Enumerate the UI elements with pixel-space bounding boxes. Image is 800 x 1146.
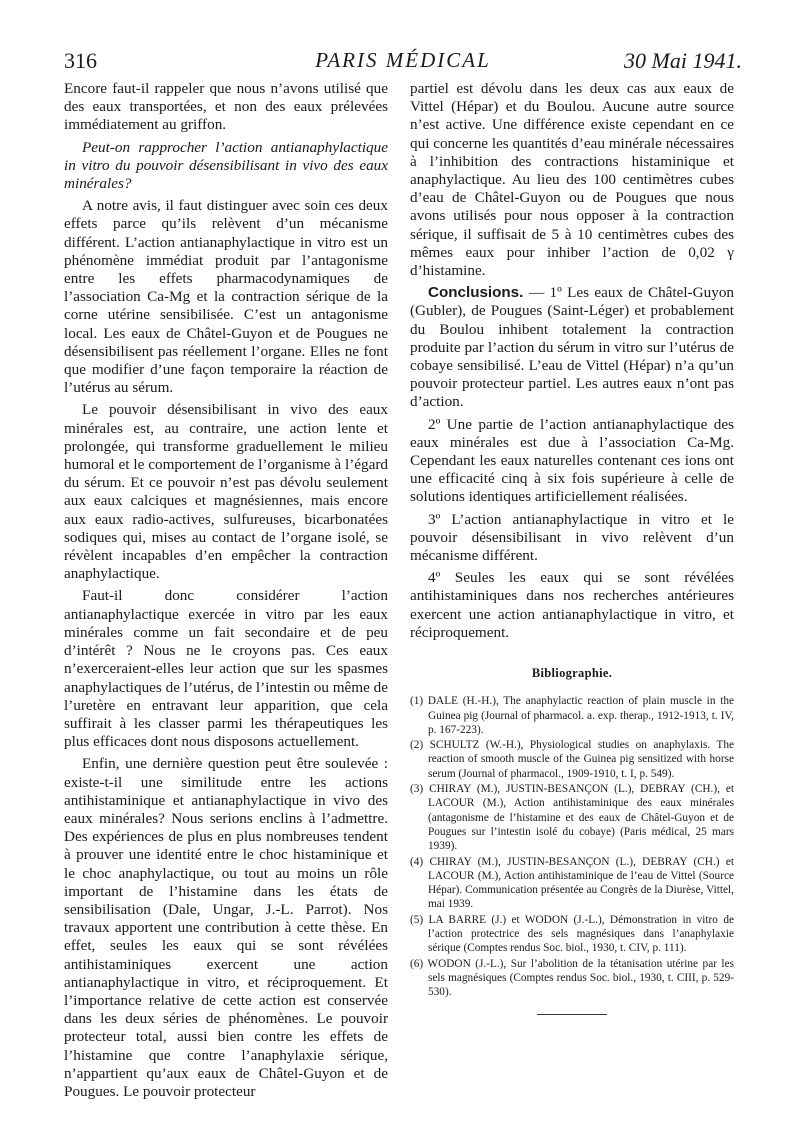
- end-rule: [537, 1014, 607, 1015]
- paragraph: Enfin, une dernière question peut être soulevée : existe-t-il une similitude entre les actions antihistaminique et antianaphylactique in vivo des eaux minérales? Nous serions enclins à l’admettre. Des expériences de plus en plus nombreuses tendent à prouver une identité entre le choc histaminique et le choc anaphylactique, ou tout au moins un rôle important de l’histamine dans les états de sensibilisation (Dale, Ungar, J.-L. Parrot). Nos travaux apportent une contribution à cette thèse. En effet, seules les eaux qui se sont révélées antihistaminiques exercent une action antianaphylactique in vitro, et réciproquement. Et l’importance relative de cette action est conservée dans les deux séries de phénomènes. Le pouvoir protecteur total, aussi bien contre les effets de l’histamine que contre l’anaphylaxie sérique, n’appartient qu’aux eaux de Châtel-Guyon et de Pougues. Le pouvoir protecteur: [64, 755, 388, 1100]
- bibliography-list: [410, 694, 734, 999]
- bibliography-item: (5) LA BARRE (J.) et WODON (J.-L.), Démonstration in vitro de l’action protectrice des sels magnésiques dans l’anaphylaxie sérique (Comptes rendus Soc. biol., 1930, t. CIV, p. 111).: [410, 913, 734, 955]
- paragraph: 2º Une partie de l’action antianaphylactique des eaux minérales est due à l’association Ca-Mg. Cependant les eaux naturelles contenant ces ions ont une efficacité cinq à six fois supérieure à celle de solutions identiques artificiellement réalisées.: [410, 415, 734, 506]
- journal-title: PARIS MÉDICAL: [315, 48, 491, 72]
- right-column: [410, 80, 734, 1015]
- bibliography-item: (2) SCHULTZ (W.-H.), Physiological studies on anaphylaxis. The reaction of smooth muscle of the Guinea pig sensitized with horse serum (Journal of pharmacol., 1909-1910, t. I, p. 549).: [410, 739, 734, 780]
- bibliography-item: (1) DALE (H.-H.), The anaphylactic reaction of plain muscle in the Guinea pig (Journal of pharmacol. a. exp. therap., 1912-1913, t. IV, p. 167-223).: [410, 695, 734, 736]
- paragraph: A notre avis, il faut distinguer avec soin ces deux effets parce qu’ils relèvent d’un mécanisme différent. L’action antianaphylactique in vitro est un phénomène immédiat produit par l’antagonisme entre les effets pharmacodynamiques de l’association Ca-Mg et la contraction sérique de la corne utérine sensibilisée. C’est un antagonisme local. Les eaux de Châtel-Guyon et de Pougues ne désensibilisent pas réellement l’organe. Elles ne font que modifier d’une façon temporaire la réaction de l’utérus au sérum.: [64, 197, 388, 397]
- page-number: 316: [64, 48, 97, 73]
- paragraph: Encore faut-il rappeler que nous n’avons utilisé que des eaux transportées, et non des eaux prélevées immédiatement au griffon.: [64, 80, 388, 134]
- conclusions-label: Conclusions.: [428, 284, 530, 302]
- paragraph: 4º Seules les eaux qui se sont révélées antihistaminiques dans nos recherches antérieures exercent une action antianaphylactique in vitro, et réciproquement.: [410, 569, 734, 641]
- paragraph: Faut-il donc considérer l’action antianaphylactique exercée in vitro par les eaux minérales comme un fait secondaire et de peu d’intérêt ? Nous ne le croyons pas. Ces eaux n’exerceraient-elles leur action que sur les spasmes anaphylactiques de l’utérus, de l’intestin ou même de l’uretère en entravant leur apparition, que cela suffirait à les classer parmi les thérapeutiques les plus efficaces dont nous disposons actuellement.: [64, 587, 388, 751]
- running-header: [64, 48, 742, 80]
- bibliography-title: Bibliographie.: [531, 666, 613, 681]
- paragraph: 3º L’action antianaphylactique in vitro et le pouvoir désensibilisant in vivo relèvent d’un mécanisme différent.: [410, 510, 734, 565]
- issue-date: 30 Mai 1941.: [624, 48, 742, 73]
- paragraph: Le pouvoir désensibilisant in vivo des eaux minérales est, au contraire, une action lente et prolongée, qui transforme graduellement le milieu humoral et le comportement de l’organisme à l’égard du sérum. Et ce pouvoir n’est pas dévolu seulement aux eaux calciques et magnésiennes, mais encore aux eaux radio-actives, sulfureuses, bicarbonatées sodiques qui, mises au contact de l’organe isolé, se révèlent incapables d’en empêcher la contraction anaphylactique.: [64, 401, 388, 583]
- conclusions-paragraph: Conclusions. — 1º Les eaux de Châtel-Guyon (Gubler), de Pougues (Saint-Léger) et probablement du Boulou inhibent totalement la contraction produite par l’action du sérum in vitro sur l’utérus de cobaye sensibilisé. L’eau de Vittel (Hépar) n’a qu’un pouvoir protecteur partiel. Les autres eaux n’ont pas d’action.: [410, 284, 735, 411]
- question-heading: Peut-on rapprocher l’action antianaphylactique in vitro du pouvoir désensibilisant in vivo des eaux minérales?: [64, 138, 388, 193]
- paragraph: partiel est dévolu dans les deux cas aux eaux de Vittel (Hépar) et du Boulou. Aucune autre source n’est active. Une différence existe cependant en ce qui concerne les quantités d’eau minérale nécessaires à l’inhibition des contractions histaminique et anaphylactique. Au lieu des 100 centimètres cubes d’eau de Châtel-Guyon ou de Pougues que nous avons utilisés pour nous opposer à la contraction sérique, il suffisait de 5 à 10 centimètres cubes des mêmes eaux pour inhiber l’action de 0,02 γ d’histamine.: [410, 80, 734, 280]
- left-column: [64, 80, 388, 1105]
- bibliography-item: (4) CHIRAY (M.), JUSTIN-BESANÇON (L.), DEBRAY (CH.) et LACOUR (M.), Action antihistaminique de l’eau de Vittel (Source Hépar). Communication présentée au Congrès de la Diurèse, Vittel, mai 1939.: [410, 855, 734, 911]
- bibliography-item: (3) CHIRAY (M.), JUSTIN-BESANÇON (L.), DEBRAY (CH.), et LACOUR (M.), Action antihistaminique des eaux minérales (antagonisme de l’histamine et des eaux de Châtel-Guyon et de Pougues sur l’intestin isolé du cobaye) (Paris médical, 25 mars 1939).: [410, 783, 734, 853]
- bibliography-item: (6) WODON (J.-L.), Sur l’abolition de la tétanisation utérine par les sels magnésiques (Comptes rendus Soc. biol., 1930, t. CIII, p. 529-530).: [410, 957, 734, 999]
